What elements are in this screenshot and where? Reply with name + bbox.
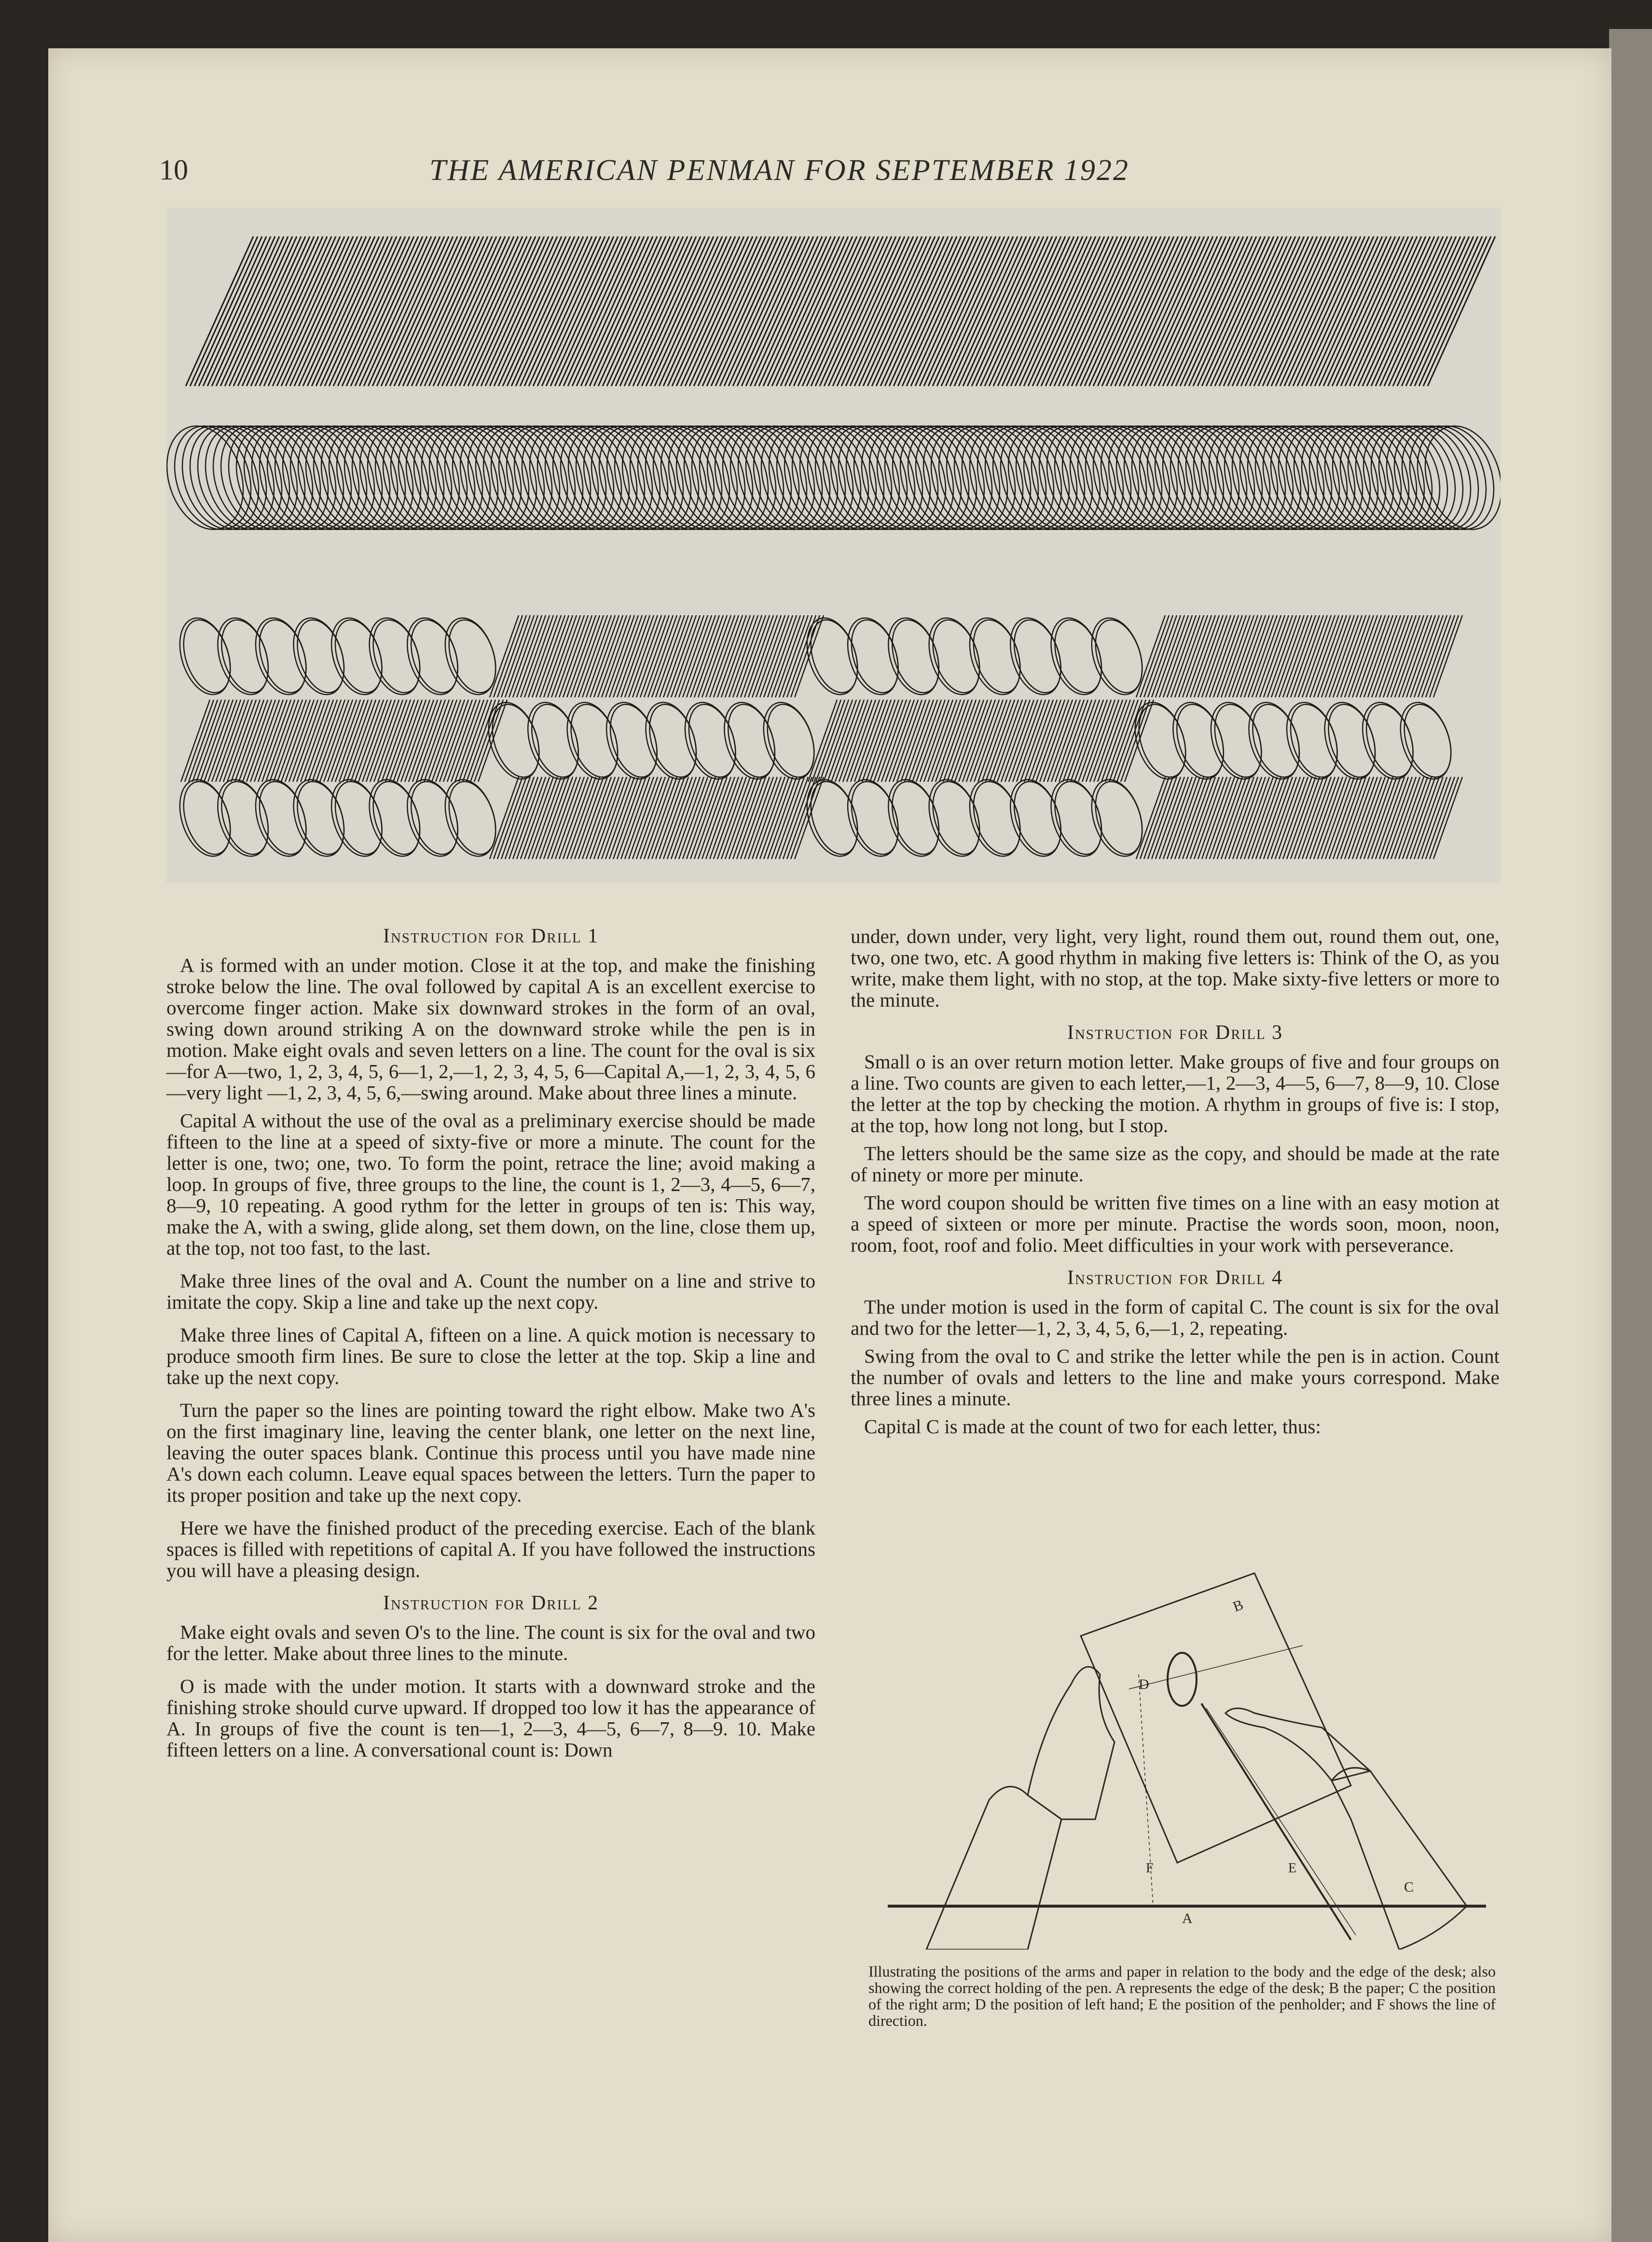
writing-position-diagram <box>868 1568 1486 1950</box>
running-title: THE AMERICAN PENMAN FOR SEPTEMBER 1922 <box>429 154 1129 187</box>
drill-1-paragraph: Make three lines of Capital A, fifteen on a line. A quick motion is necessary to produce smooth firm lines. Be sure to close the letter at the top. Skip a line and take up the next copy. <box>166 1324 815 1388</box>
drill-1-paragraph: Make three lines of the oval and A. Count the number on a line and strive to imitate the copy. Skip a line and take up the next copy. <box>166 1270 815 1313</box>
right-arm-sleeve <box>1332 1768 1467 1950</box>
label-b: B <box>1231 1596 1246 1615</box>
writing-position-figure <box>868 1568 1486 1950</box>
penholder <box>1201 1703 1351 1940</box>
drill-4-heading: Instruction for Drill 4 <box>1067 1267 1283 1289</box>
drill-1-paragraph: Capital A without the use of the oval as a preliminary exercise should be made fifteen to the line at a speed of sixty-five or more a minute. The count for the letter is one, two; one, two. To form the point, retrace the line; avoid making a loop. In groups of five, three groups to the line, the count is 1, 2—3, 4—5, 6—7, 8—9, 10 repeating. A good rythm for the letter in groups of ten is: This way, make the A, with a swing, glide along, set them down, on the line, close them up, at the top, not too fast, to the last. <box>166 1109 815 1259</box>
label-c: C <box>1404 1879 1414 1895</box>
adjacent-page-edge <box>1609 29 1652 2242</box>
label-d: D <box>1139 1676 1149 1692</box>
left-hand <box>1028 1667 1115 1819</box>
label-e: E <box>1288 1861 1297 1876</box>
drill-4-paragraph: The under motion is used in the form of capital C. The count is six for the oval and two for the letter—1, 2, 3, 4, 5, 6,—1, 2, repeating. <box>851 1296 1500 1339</box>
label-a: A <box>1182 1910 1193 1926</box>
drill-exercises-illustration <box>166 208 1501 883</box>
drill-2-paragraph-continued: under, down under, very light, very light, round them out, round them out, one, two, one two, etc. A good rhythm in making five letters is: Think of the O, as you write, make them light, with no stop, at the top. Make sixty-five letters or more to the minute. <box>851 925 1500 1011</box>
drill-3-heading: Instruction for Drill 3 <box>1067 1022 1283 1044</box>
penmanship-drill-plate <box>166 208 1501 883</box>
drill-4-paragraph: Capital C is made at the count of two for each letter, thus: <box>864 1415 1321 1438</box>
drill-2-paragraph: O is made with the under motion. It starts with a downward stroke and the finishing stroke should curve upward. If dropped too low it has the appearance of A. In groups of five the count is ten—1, 2—3, 4—5, 6—7, 8—9. 10. Make fifteen letters on a line. A conversational count is: Down <box>166 1675 815 1761</box>
slant-stroke-drill-top <box>186 236 1495 386</box>
drill-3-paragraph: Small o is an over return motion letter. Make groups of five and four groups on a line. Two counts are given to each letter,—1, 2—3, 4—5, 6—7, 8—9, 10. Close the letter at the top by checking the motion. A rhythm in groups of five is: I stop, at the top, how long not long, but I stop. <box>851 1051 1500 1136</box>
paper-diagonal <box>1129 1646 1303 1689</box>
figure-caption: Illustrating the positions of the arms and paper in relation to the body and the edge of the desk; also showing the correct holding of the pen. A represents the edge of the desk; B the paper; C the position of the right arm; D the position of left hand; E the position of the penholder; and F shows the line of direction. <box>868 1963 1496 2029</box>
drill-1-paragraph: A is formed with an under motion. Close it at the top, and make the finishing stroke below the line. The oval followed by capital A is an excellent exercise to overcome finger action. Make six downward strokes in the form of an oval, swing down around striking A on the downward stroke while the pen is in motion. Make eight ovals and seven letters on a line. The count for the oval is six—for A—two, 1, 2, 3, 4, 5, 6—1, 2,—1, 2, 3, 4, 5, 6—Capital A,—1, 2, 3, 4, 5, 6—very light —1, 2, 3, 4, 5, 6,—swing around. Make about three lines a minute. <box>166 954 815 1104</box>
page-header <box>159 153 1259 197</box>
drill-3-paragraph: The word coupon should be written five times on a line with an easy motion at a speed of sixteen or more per minute. Practise the words soon, moon, noon, room, foot, roof and folio. Meet difficulties in your work with perseverance. <box>851 1191 1500 1256</box>
oval-drill-row <box>166 416 1501 540</box>
page-number: 10 <box>159 154 188 186</box>
drill-3-paragraph: The letters should be the same size as the copy, and should be made at the rate of ninety or more per minute. <box>851 1142 1500 1186</box>
thumb-loop <box>1168 1653 1197 1706</box>
drill-2-paragraph: Make eight ovals and seven O's to the line. The count is six for the oval and two for the letter. Make about three lines to the minute. <box>166 1621 815 1664</box>
right-hand <box>1225 1708 1370 1781</box>
label-f: F <box>1146 1861 1154 1876</box>
right-text-column <box>851 926 1500 1444</box>
left-arm-sleeve <box>926 1786 1061 1950</box>
left-text-column <box>166 926 815 1772</box>
drill-1-paragraph: Here we have the finished product of the preceding exercise. Each of the blank spaces is filled with repetitions of capital A. If you have followed the instructions you will have a pleasing design. <box>166 1517 815 1581</box>
drill-1-heading: Instruction for Drill 1 <box>383 925 599 947</box>
mixed-oval-and-slant-drill-rows <box>171 611 1462 863</box>
drill-4-paragraph: Swing from the oval to C and strike the letter while the pen is in action. Count the number of ovals and letters to the line and make yours correspond. Make three lines a minute. <box>851 1345 1500 1410</box>
drill-1-paragraph: Turn the paper so the lines are pointing toward the right elbow. Make two A's on the first imaginary line, leaving the center blank, one letter on the next line, leaving the outer spaces blank. Continue this process until you have made nine A's down each column. Leave equal spaces between the letters. Turn the paper to its proper position and take up the next copy. <box>166 1399 815 1506</box>
paper-outline <box>1081 1573 1351 1863</box>
drill-2-heading: Instruction for Drill 2 <box>383 1592 599 1614</box>
